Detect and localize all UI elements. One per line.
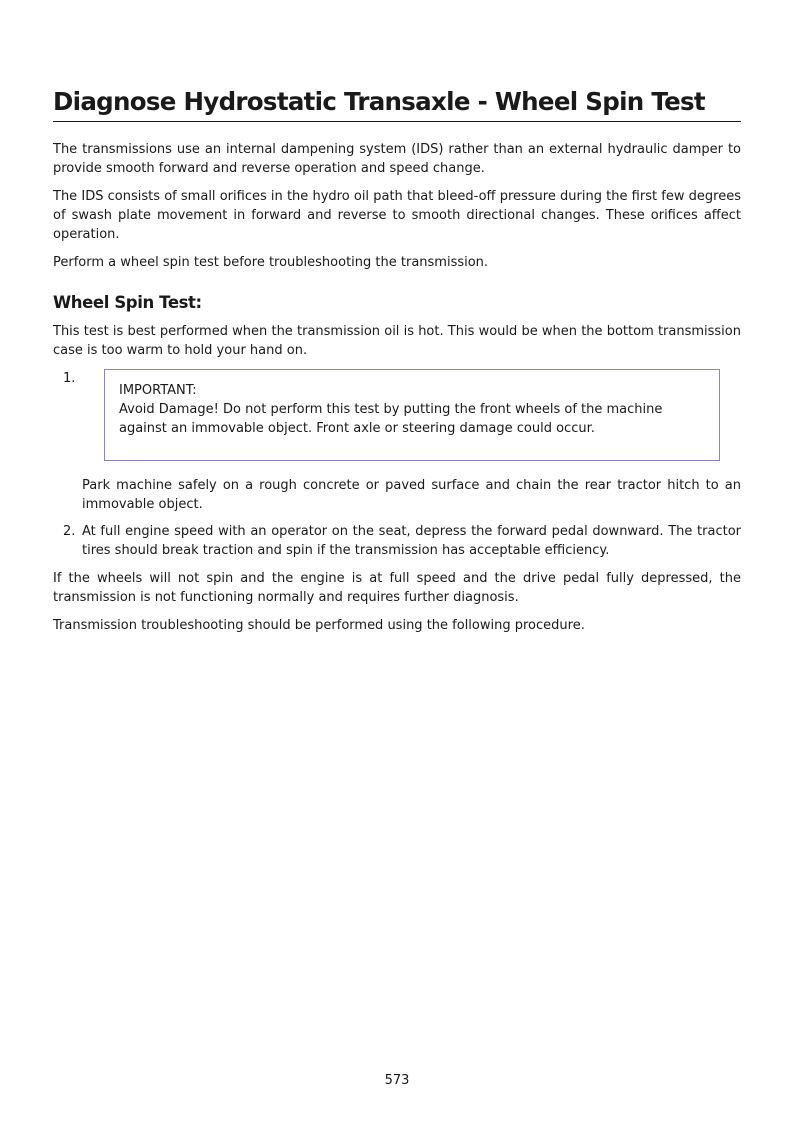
step-2 bbox=[53, 522, 741, 560]
notice-label: IMPORTANT: bbox=[119, 383, 197, 398]
step-text: At full engine speed with an operator on the seat, depress the forward pedal downward. The tractor tires should break traction and spin if the transmission has acceptable efficiency. bbox=[82, 524, 741, 558]
important-notice-box bbox=[104, 369, 720, 461]
step-number: 1. bbox=[63, 371, 76, 386]
section-heading: Wheel Spin Test: bbox=[53, 293, 202, 312]
intro-paragraph-2: The IDS consists of small orifices in the hydro oil path that bleed-off pressure during the first few degrees of swash plate movement in forward and reverse to smooth directional changes. These orifices affect operation. bbox=[53, 189, 741, 242]
closing-paragraph-2: Transmission troubleshooting should be performed using the following procedure. bbox=[53, 618, 585, 633]
intro-paragraph-3: Perform a wheel spin test before troubleshooting the transmission. bbox=[53, 255, 489, 270]
procedure-steps bbox=[53, 369, 741, 560]
closing-paragraph-1: If the wheels will not spin and the engine is at full speed and the drive pedal fully depressed, the transmission is not functioning normally and requires further diagnosis. bbox=[53, 571, 741, 605]
page-number: 573 bbox=[384, 1073, 410, 1088]
step-1 bbox=[53, 369, 741, 514]
step-number: 2. bbox=[63, 524, 76, 539]
page-title: Diagnose Hydrostatic Transaxle - Wheel Spin Test bbox=[53, 86, 741, 122]
step-text: Park machine safely on a rough concrete or paved surface and chain the rear tractor hitch to an immovable object. bbox=[82, 478, 741, 512]
document-body bbox=[53, 140, 741, 644]
section-lead-paragraph: This test is best performed when the transmission oil is hot. This would be when the bottom transmission case is too warm to hold your hand on. bbox=[53, 324, 741, 358]
intro-paragraph-1: The transmissions use an internal dampening system (IDS) rather than an external hydraulic damper to provide smooth forward and reverse operation and speed change. bbox=[53, 142, 741, 176]
notice-text: Avoid Damage! Do not perform this test by putting the front wheels of the machine against an immovable object. Front axle or steering damage could occur. bbox=[119, 402, 663, 436]
